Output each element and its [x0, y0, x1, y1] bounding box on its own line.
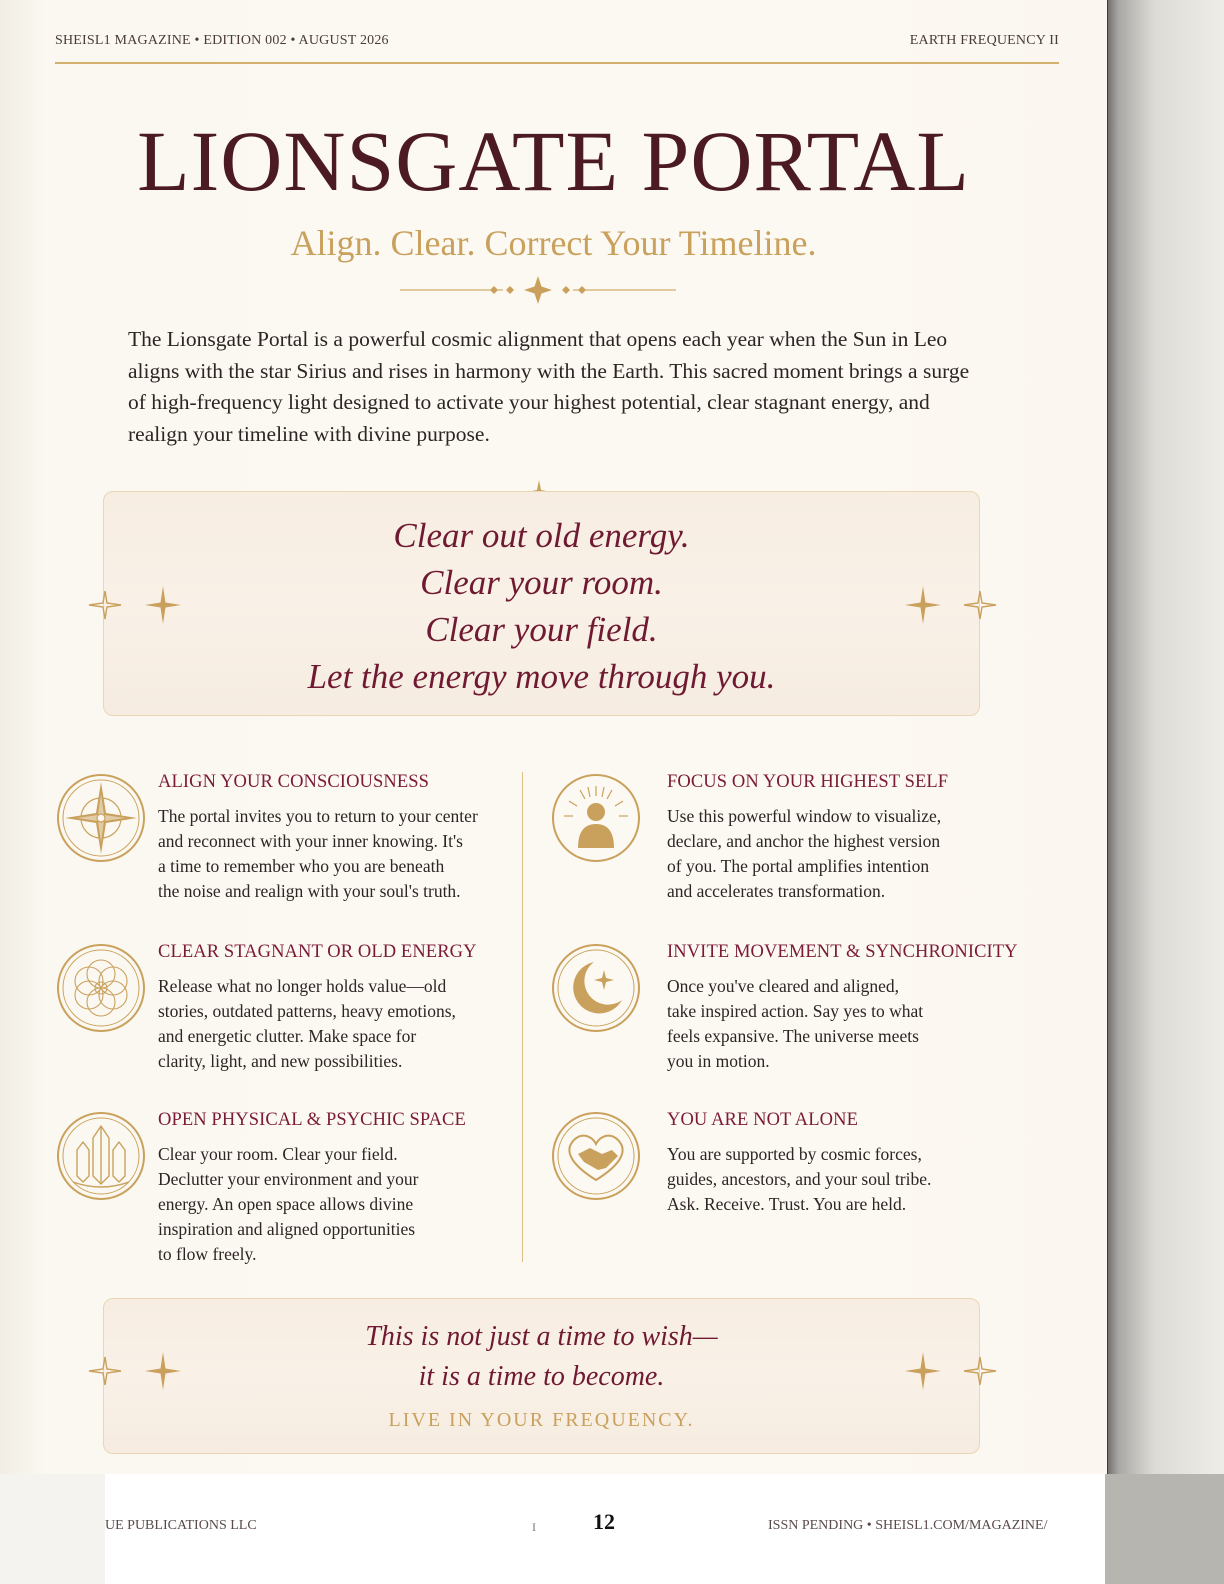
sparkle-icon [905, 586, 941, 624]
footer-separator: I [532, 1520, 536, 1534]
edition-label: EDITION 002 [203, 33, 287, 48]
publication-name: SHEISL1 MAGAZINE [55, 33, 191, 48]
section-label: EARTH FREQUENCY II [909, 33, 1059, 48]
intro-paragraph: The Lionsgate Portal is a powerful cosmic alignment that opens each year when the Sun in Leo aligns with the star Sirius and rises in harmony with the Earth. This sacred moment brings a surge of high-frequency light designed to activate your highest potential, clear stagnant energy, and realign your timeline with divine purpose. [128, 327, 970, 446]
feature-body [158, 1142, 518, 1267]
sparkle-icon [88, 1356, 122, 1386]
quote-bottom [104, 1317, 979, 1397]
feature-line: The portal invites you to return to your center [158, 806, 478, 826]
feature-line: Release what no longer holds value—old [158, 976, 447, 996]
tagline: LIVE IN YOUR FREQUENCY. [388, 1409, 695, 1431]
feature-line: You are supported by cosmic forces, [667, 1144, 922, 1164]
sparkle-icon [145, 1352, 181, 1390]
quote-box-bottom [103, 1298, 980, 1454]
sparkle-icon [905, 1352, 941, 1390]
feature-line: energy. An open space allows divine [158, 1194, 414, 1214]
ornament-divider-icon [398, 276, 678, 306]
quote-line: it is a time to become. [418, 1361, 665, 1392]
feature-title: YOU ARE NOT ALONE [667, 1110, 858, 1130]
feature-body [158, 804, 518, 904]
mandala-icon [55, 942, 147, 1034]
feature-line: guides, ancestors, and your soul tribe. [667, 1169, 932, 1189]
issn-label: ISSN PENDING [768, 1518, 864, 1533]
feature-body [667, 1142, 1027, 1217]
feature-line: inspiration and aligned opportunities [158, 1219, 416, 1239]
feature-line: Ask. Receive. Trust. You are held. [667, 1194, 907, 1214]
feature-line: Use this powerful window to visualize, [667, 806, 942, 826]
compass-icon [55, 772, 147, 864]
sparkle-icon [88, 590, 122, 620]
feature-body [667, 804, 1027, 904]
sparkle-icon [963, 1356, 997, 1386]
page-number: 12 [593, 1509, 615, 1534]
page-title: LIONSGATE PORTAL [137, 113, 970, 209]
quote-top [104, 512, 979, 700]
feature-line: declare, and anchor the highest version [667, 831, 941, 851]
page-subtitle: Align. Clear. Correct Your Timeline. [290, 223, 817, 263]
feature-title: OPEN PHYSICAL & PSYCHIC SPACE [158, 1110, 466, 1130]
feature-line: Clear your room. Clear your field. [158, 1144, 398, 1164]
feature-line: clarity, light, and new possibilities. [158, 1051, 403, 1071]
column-divider [522, 772, 523, 1262]
quote-line: Clear out old energy. [393, 516, 690, 555]
feature-line: and accelerates transformation. [667, 881, 886, 901]
header-rule [55, 62, 1059, 64]
heart-handshake-icon [550, 1110, 642, 1202]
feature-title: CLEAR STAGNANT OR OLD ENERGY [158, 942, 477, 962]
feature-line: and reconnect with your inner knowing. It's [158, 831, 463, 851]
feature-line: take inspired action. Say yes to what [667, 1001, 924, 1021]
quote-line: This is not just a time to wish— [365, 1321, 718, 1352]
page-edge-shadow [1107, 0, 1224, 1490]
feature-line: Declutter your environment and your [158, 1169, 419, 1189]
website-link[interactable]: SHEISL1.COM/MAGAZINE/ [875, 1518, 1048, 1533]
footer-right: ISSN PENDING • SHEISL1.COM/MAGAZINE/ [768, 1518, 1048, 1533]
feature-line: of you. The portal amplifies intention [667, 856, 930, 876]
publisher-credit: UE PUBLICATIONS LLC [105, 1518, 257, 1533]
quote-line: Clear your field. [425, 610, 658, 649]
sparkle-icon [145, 586, 181, 624]
feature-line: you in motion. [667, 1051, 770, 1071]
radiant-figure-icon [550, 772, 642, 864]
issue-date: AUGUST 2026 [298, 33, 389, 48]
feature-title: INVITE MOVEMENT & SYNCHRONICITY [667, 942, 1018, 962]
feature-line: a time to remember who you are beneath [158, 856, 445, 876]
quote-line: Clear your room. [420, 563, 663, 602]
feature-title: ALIGN YOUR CONSCIOUSNESS [158, 772, 430, 792]
quote-line: Let the energy move through you. [307, 657, 776, 696]
feature-line: the noise and realign with your soul's truth. [158, 881, 461, 901]
feature-title: FOCUS ON YOUR HIGHEST SELF [667, 772, 949, 792]
feature-line: feels expansive. The universe meets [667, 1026, 919, 1046]
quote-box-top [103, 491, 980, 716]
feature-line: Once you've cleared and aligned, [667, 976, 900, 996]
crescent-moon-star-icon [550, 942, 642, 1034]
feature-body [158, 974, 518, 1074]
feature-line: stories, outdated patterns, heavy emotions, [158, 1001, 456, 1021]
sparkle-icon [963, 590, 997, 620]
crystals-icon [55, 1110, 147, 1202]
feature-line: to flow freely. [158, 1244, 257, 1264]
feature-line: and energetic clutter. Make space for [158, 1026, 417, 1046]
running-header-left: SHEISL1 MAGAZINE • EDITION 002 • AUGUST 2026 [55, 33, 389, 48]
feature-body [667, 974, 1027, 1074]
